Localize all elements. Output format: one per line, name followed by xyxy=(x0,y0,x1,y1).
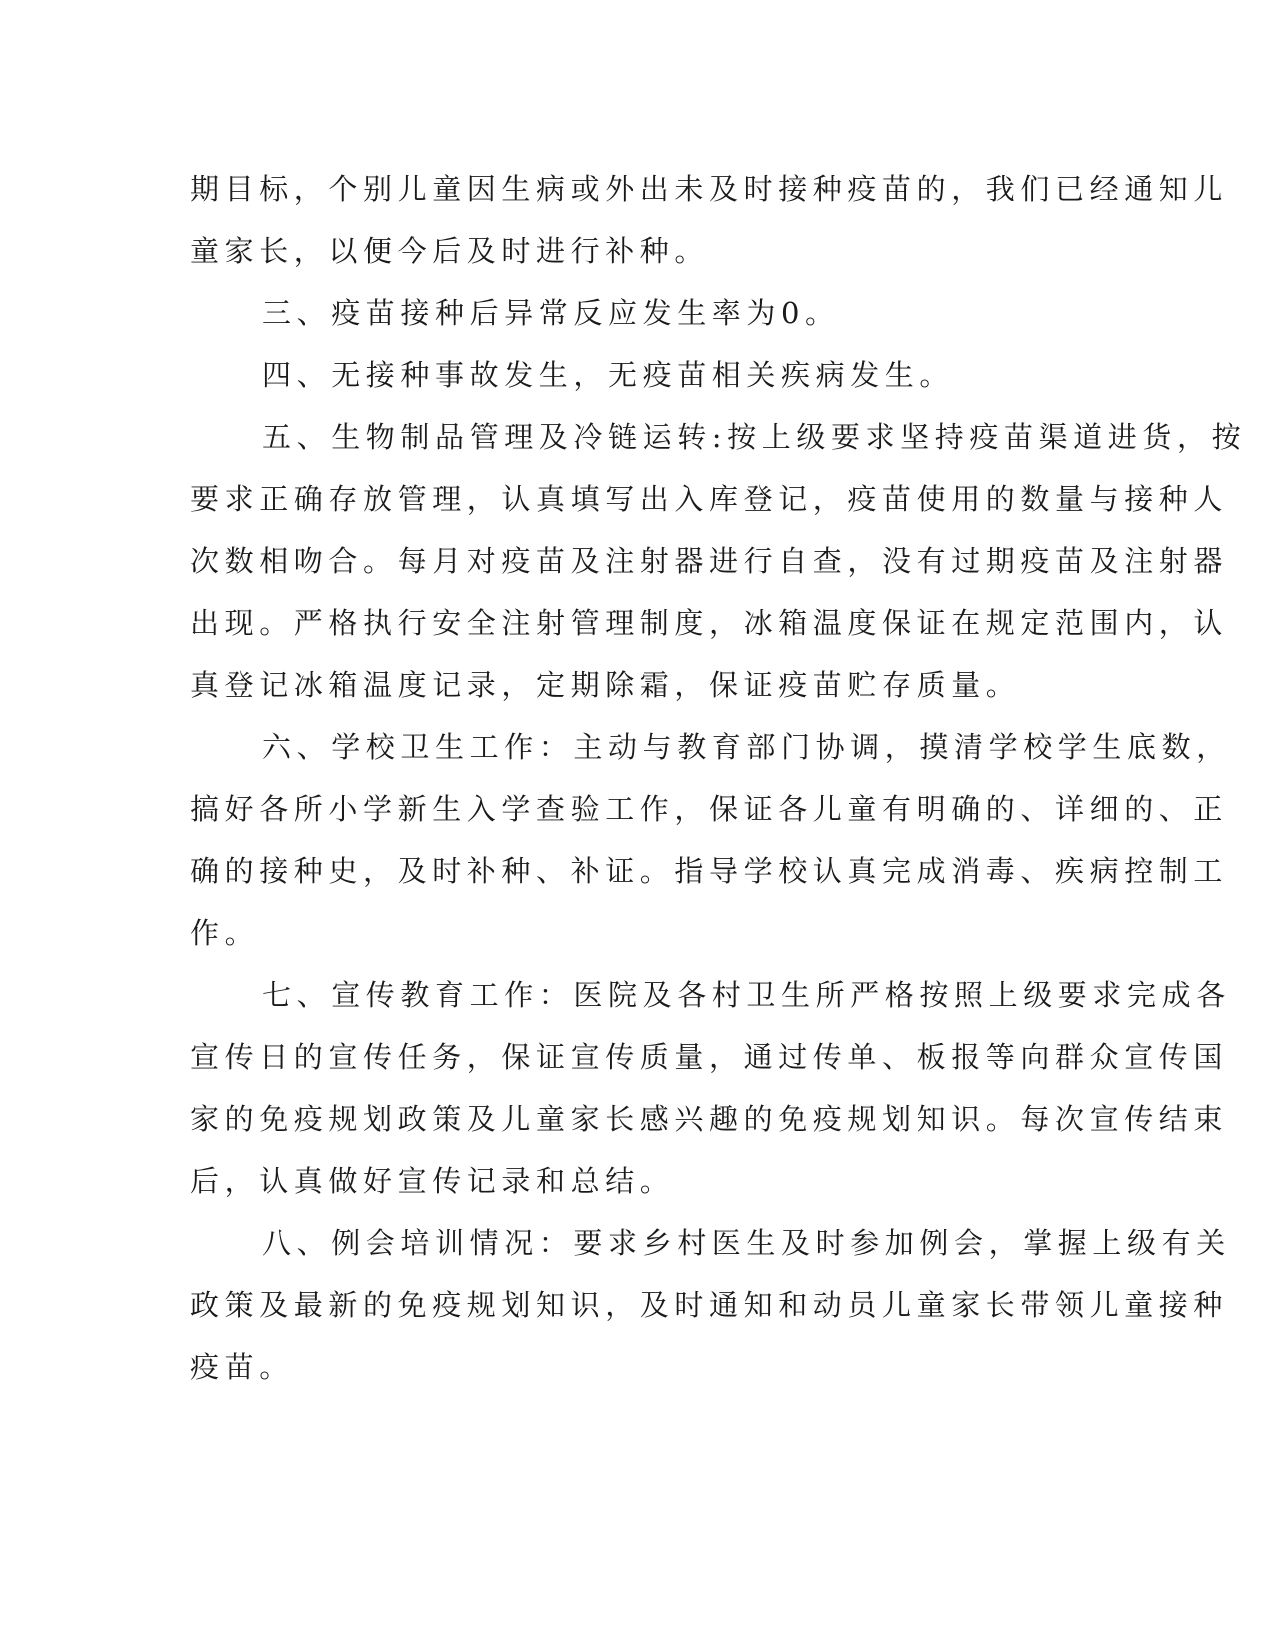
document-body xyxy=(190,158,1247,1398)
text-line: 童家长，以便今后及时进行补种。 xyxy=(190,234,710,268)
text-line: 作。 xyxy=(190,916,260,950)
text-line: 真登记冰箱温度记录，定期除霜，保证疫苗贮存质量。 xyxy=(190,668,1021,702)
text-line: 家的免疫规划政策及儿童家长感兴趣的免疫规划知识。每次宣传结束 xyxy=(190,1102,1229,1136)
text-line: 确的接种史，及时补种、补证。指导学校认真完成消毒、疾病控制工 xyxy=(190,854,1229,888)
text-line: 五、生物制品管理及冷链运转:按上级要求坚持疫苗渠道进货，按 xyxy=(262,420,1247,454)
text-line: 四、无接种事故发生，无疫苗相关疾病发生。 xyxy=(262,358,955,392)
paragraph-school-health xyxy=(190,716,1231,964)
text-line: 出现。严格执行安全注射管理制度，冰箱温度保证在规定范围内，认 xyxy=(190,606,1229,640)
paragraph-cold-chain xyxy=(190,406,1247,716)
text-line: 政策及最新的免疫规划知识，及时通知和动员儿童家长带领儿童接种 xyxy=(190,1288,1229,1322)
text-line: 要求正确存放管理，认真填写出入库登记，疫苗使用的数量与接种人 xyxy=(190,482,1229,516)
text-line: 次数相吻合。每月对疫苗及注射器进行自查，没有过期疫苗及注射器 xyxy=(190,544,1229,578)
text-line: 期目标，个别儿童因生病或外出未及时接种疫苗的，我们已经通知儿 xyxy=(190,172,1229,206)
text-line: 宣传日的宣传任务，保证宣传质量，通过传单、板报等向群众宣传国 xyxy=(190,1040,1229,1074)
paragraph-adverse-reaction xyxy=(190,282,1090,344)
text-line: 搞好各所小学新生入学查验工作，保证各儿童有明确的、详细的、正 xyxy=(190,792,1229,826)
text-line: 七、宣传教育工作：医院及各村卫生所严格按照上级要求完成各 xyxy=(262,978,1231,1012)
paragraph-no-accidents xyxy=(190,344,1090,406)
text-line: 六、学校卫生工作：主动与教育部门协调，摸清学校学生底数， xyxy=(262,730,1231,764)
text-line: 后，认真做好宣传记录和总结。 xyxy=(190,1164,675,1198)
paragraph-meeting-training xyxy=(190,1212,1231,1398)
text-line: 八、例会培训情况：要求乡村医生及时参加例会，掌握上级有关 xyxy=(262,1226,1231,1260)
text-line: 三、疫苗接种后异常反应发生率为0。 xyxy=(262,296,840,330)
text-line: 疫苗。 xyxy=(190,1350,294,1384)
paragraph-publicity-education xyxy=(190,964,1231,1212)
paragraph-immunization-target xyxy=(190,158,1229,282)
